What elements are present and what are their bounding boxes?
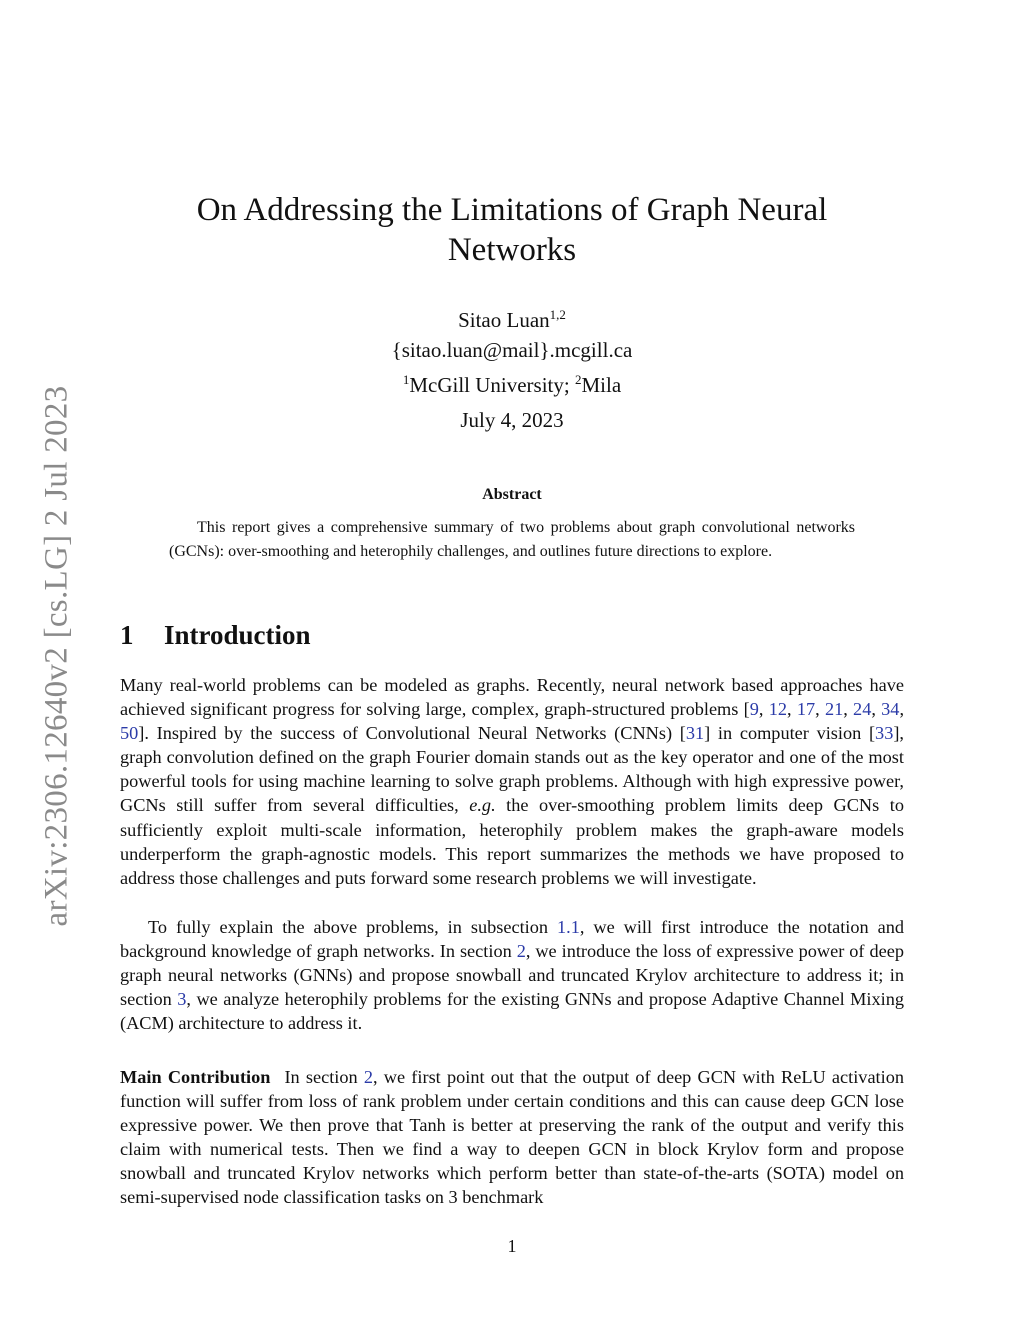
citation-link[interactable]: 24 — [853, 699, 872, 720]
intro-paragraph-2 — [120, 915, 904, 1035]
citation-link[interactable]: 9 — [749, 699, 759, 720]
emphasis-eg: e.g. — [469, 795, 496, 816]
cross-reference-link[interactable]: 1.1 — [557, 917, 580, 937]
citation-link[interactable]: 17 — [796, 699, 816, 720]
text-run: , we introduce the loss of expressive power of deep graph neural networks (GNNs) and propose snowball and truncated Krylov architecture to address it; in section — [120, 941, 904, 1010]
title-line-1: On Addressing the Limitations of Graph Neural — [196, 192, 828, 228]
text-run: , — [758, 699, 769, 720]
affiliation-2: Mila — [581, 373, 622, 397]
affiliation-2-mark: 2 — [574, 372, 582, 387]
text-run: ], graph convolution defined on the graph Fourier domain stands out as the key operator and one of the most powerful tools for using machine learning to solve graph problems. Although with high expressive power, GCNs still suffer from several difficulties, — [120, 723, 904, 816]
text-run: , — [815, 699, 825, 720]
section-number: 1 — [120, 620, 134, 650]
intro-paragraph-1 — [120, 673, 904, 890]
section-title: Introduction — [164, 620, 311, 650]
text-run: , we analyze heterophily problems for the existing GNNs and propose Adaptive Channel Mixing (ACM) architecture to address it. — [120, 989, 905, 1034]
author-email[interactable]: {sitao.luan@mail}.mcgill.ca — [391, 338, 633, 362]
paragraph-heading: Main Contribution — [120, 1067, 271, 1087]
text-run: Many real-world problems can be modeled as graphs. Recently, neural network based approaches have achieved significant progress for solving large, complex, graph-structured problems [ — [120, 675, 904, 720]
paper-date: July 4, 2023 — [460, 408, 564, 432]
section-heading-introduction — [120, 620, 311, 651]
text-run: , — [843, 699, 854, 720]
affiliation-1-mark: 1 — [402, 372, 410, 387]
cross-reference-link[interactable]: 2 — [363, 1067, 374, 1087]
author-name-line — [120, 300, 904, 335]
paper-title — [120, 190, 904, 270]
abstract-text: This report gives a comprehensive summary of two problems about graph convolutional networks (GCNs): over-smoothing and heterophily challenges, and outlines future directions to explore. — [169, 519, 855, 560]
page-number: 1 — [507, 1236, 517, 1256]
citation-link[interactable]: 34 — [881, 699, 900, 720]
citation-link[interactable]: 33 — [875, 723, 894, 744]
arxiv-identifier-stamp: arXiv:2306.12640v2 [cs.LG] 2 Jul 2023 — [38, 385, 75, 927]
author-affiliation-marks: 1,2 — [549, 307, 566, 322]
author-name: Sitao Luan — [458, 308, 550, 332]
text-run: ] in computer vision [ — [704, 723, 876, 744]
affiliation-1: McGill University; — [409, 373, 570, 397]
main-contribution-paragraph — [120, 1065, 904, 1210]
citation-link[interactable]: 31 — [685, 723, 705, 744]
cross-reference-link[interactable]: 3 — [177, 989, 187, 1010]
text-run: , we will first introduce the notation and background knowledge of graph networks. In section — [120, 917, 904, 962]
author-block — [120, 300, 904, 400]
text-run: , — [787, 699, 797, 720]
abstract-heading: Abstract — [482, 486, 542, 503]
text-run: ]. Inspired by the success of Convolutional Neural Networks (CNNs) [ — [138, 723, 686, 744]
text-run: , we first point out that the output of deep GCN with ReLU activation function will suffer from loss of rank problem under certain conditions and this can cause deep GCN lose expressive power. We then prove that Tanh is better at preserving the rank of the output and verify this claim with numerical tests. Then we find a way to deepen GCN in block Krylov form and propose snowball and truncated Krylov networks which perform better than state-of-the-arts (SOTA) model on semi-supervised node classification tasks on 3 benchmark — [120, 1067, 904, 1208]
citation-link[interactable]: 50 — [120, 723, 139, 744]
text-run: , — [871, 699, 882, 720]
author-affiliations — [120, 365, 904, 400]
citation-link[interactable]: 21 — [824, 699, 844, 720]
text-run: , — [899, 699, 905, 720]
citation-link[interactable]: 12 — [768, 699, 787, 720]
text-run: In section — [284, 1067, 364, 1087]
title-line-2: Networks — [447, 232, 577, 268]
text-run: the over-smoothing problem limits deep GCNs to sufficiently exploit multi-scale information, heterophily problem makes the graph-aware models underperform the graph-agnostic models. This report summarizes the methods we have proposed to address those challenges and puts forward some research problems we will investigate. — [120, 795, 904, 888]
text-run: To fully explain the above problems, in subsection — [148, 917, 557, 937]
cross-reference-link[interactable]: 2 — [516, 941, 526, 962]
